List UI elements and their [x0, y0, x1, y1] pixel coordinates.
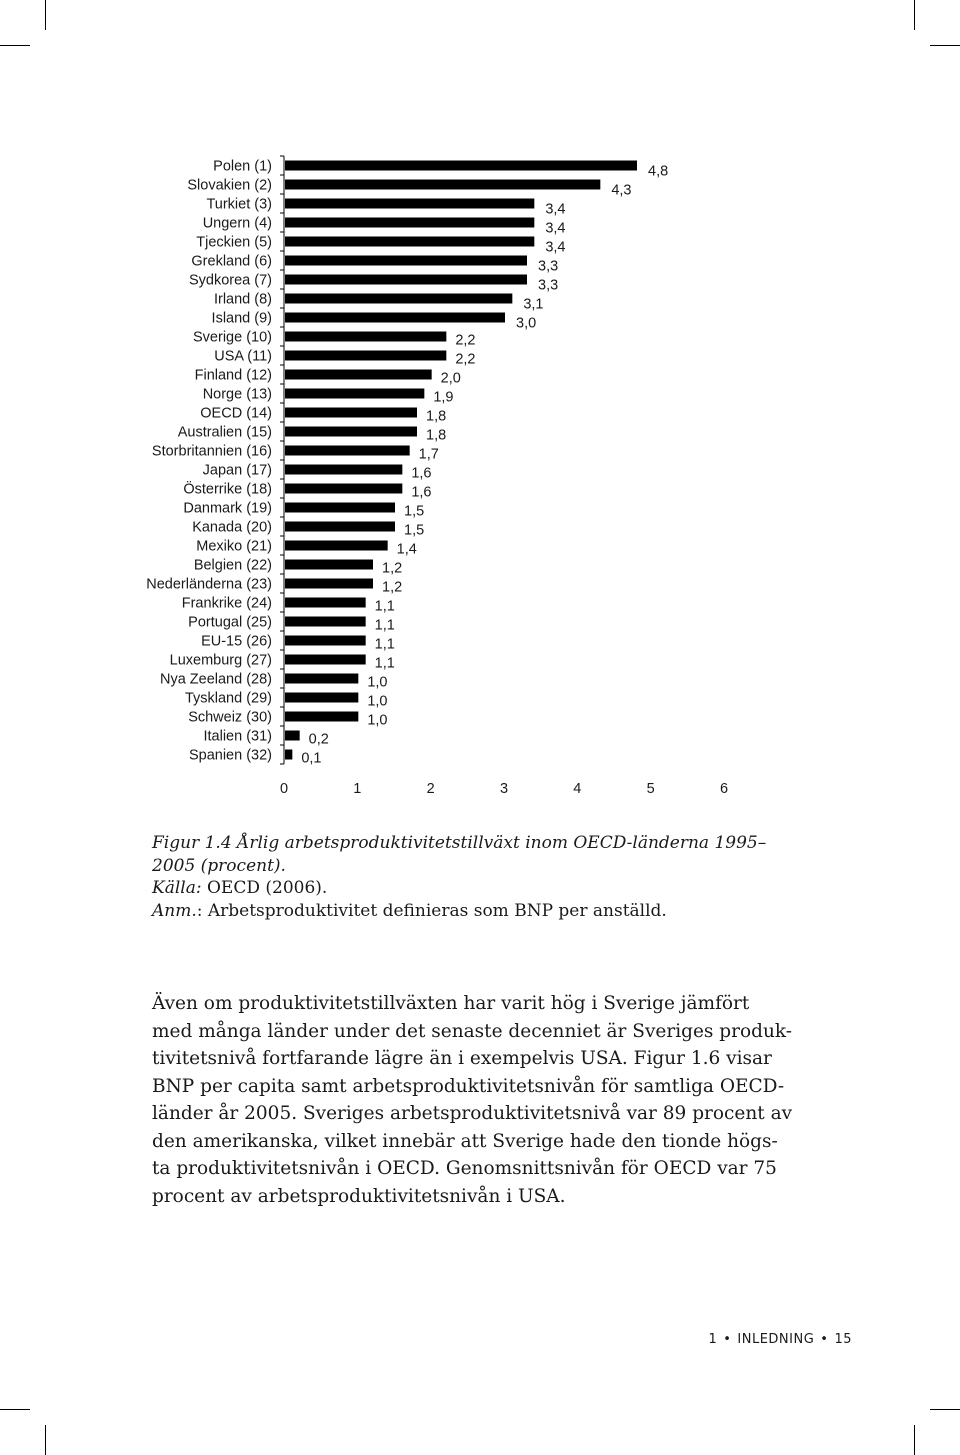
bar [285, 636, 366, 646]
category-label: USA (11) [214, 348, 272, 365]
category-label: Norge (13) [202, 386, 272, 403]
body-line: ta produktivitetsnivån i OECD. Genomsnittsnivån för OECD var 75 [152, 1158, 777, 1179]
value-label: 3,1 [523, 296, 544, 313]
category-label: Turkiet (3) [206, 196, 272, 213]
category-label: Österrike (18) [183, 481, 272, 498]
crop-mark [0, 1409, 30, 1410]
category-labels [146, 159, 272, 764]
x-tick-label: 5 [646, 781, 655, 797]
value-label: 1,2 [382, 579, 403, 596]
chapter-number: 1 [708, 1332, 718, 1347]
bar-chart [0, 150, 960, 810]
body-line: den amerikanska, vilket innebär att Sverige hade den tionde högs- [152, 1130, 778, 1152]
footer-separator: • [820, 1332, 829, 1347]
crop-mark [0, 45, 30, 46]
bar [285, 199, 534, 209]
bar [285, 180, 600, 190]
bar [285, 693, 358, 703]
value-label: 0,2 [308, 731, 329, 748]
category-label: Italien (31) [203, 728, 272, 745]
body-line: tivitetsnivå fortfarande lägre än i exempelvis USA. Figur 1.6 visar [152, 1048, 772, 1069]
value-label: 3,0 [516, 315, 537, 332]
value-label: 1,0 [367, 712, 388, 729]
bar [285, 332, 446, 342]
bar [285, 294, 512, 304]
body-paragraph [152, 990, 792, 1210]
value-label: 1,6 [411, 484, 432, 501]
category-label: Frankrike (24) [181, 595, 272, 612]
value-label: 1,9 [433, 389, 454, 406]
figure-label: Figur 1.4 [152, 833, 232, 853]
category-label: Danmark (19) [183, 500, 272, 517]
bar [285, 655, 366, 665]
value-label: 1,5 [404, 503, 425, 520]
category-label: Sydkorea (7) [188, 272, 272, 289]
bars [285, 161, 637, 760]
category-label: Polen (1) [213, 158, 272, 175]
x-tick-label: 2 [426, 781, 435, 797]
category-label: Island (9) [211, 310, 272, 327]
bar [285, 370, 432, 380]
bar [285, 237, 534, 247]
category-label: Spanien (32) [188, 747, 272, 764]
x-tick-label: 3 [499, 781, 509, 797]
bar [285, 389, 424, 399]
value-label: 1,8 [426, 427, 447, 444]
value-label: 1,1 [374, 636, 395, 653]
caption-title-line-1 [152, 832, 792, 855]
category-label: Slovakien (2) [187, 177, 272, 194]
category-label: Storbritannien (16) [151, 443, 272, 460]
bar [285, 408, 417, 418]
value-label: 1,1 [374, 655, 395, 672]
value-label: 1,6 [411, 465, 432, 482]
value-label: 1,8 [426, 408, 447, 425]
category-ticks [280, 156, 284, 764]
caption-source [152, 877, 792, 900]
figure-caption [152, 832, 792, 922]
category-label: Luxemburg (27) [169, 652, 272, 669]
crop-mark [45, 1425, 46, 1455]
x-tick-labels [280, 781, 728, 797]
bar [285, 598, 366, 608]
category-label: OECD (14) [200, 405, 272, 422]
x-tick-label: 0 [279, 781, 289, 797]
category-label: Australien (15) [177, 424, 272, 441]
value-label: 1,0 [367, 693, 388, 710]
value-label: 3,3 [538, 277, 559, 294]
body-line: länder år 2005. Sveriges arbetsproduktivitetsnivå var 89 procent av [152, 1103, 793, 1124]
category-label: Tjeckien (5) [196, 234, 272, 251]
category-label: Sverige (10) [193, 329, 272, 346]
bar [285, 617, 366, 627]
bar [285, 427, 417, 437]
bar [285, 579, 373, 589]
category-label: Ungern (4) [202, 215, 272, 232]
category-label: Mexiko (21) [196, 538, 272, 555]
crop-mark [930, 1409, 960, 1410]
bar [285, 465, 402, 475]
value-label: 4,8 [648, 163, 669, 180]
category-label: EU-15 (26) [201, 633, 272, 650]
crop-mark [45, 0, 46, 30]
value-label: 4,3 [611, 182, 632, 199]
note-text: : Arbetsproduktivitet definieras som BNP per anställd. [196, 900, 667, 921]
x-tick-label: 1 [353, 781, 362, 797]
bar [285, 484, 402, 494]
bar [285, 218, 534, 228]
x-tick-label: 4 [573, 781, 582, 797]
body-line: Även om produktivitetstillväxten har varit hög i Sverige jämfört [152, 993, 750, 1014]
bar [285, 446, 410, 456]
bar [285, 313, 505, 323]
value-label: 1,0 [367, 674, 388, 691]
body-line: BNP per capita samt arbetsproduktivitetsnivån för samtliga OECD- [152, 1075, 785, 1097]
bar [285, 712, 358, 722]
bar [285, 522, 395, 532]
category-label: Irland (8) [213, 291, 272, 308]
value-label: 3,4 [545, 220, 566, 237]
crop-mark [930, 45, 960, 46]
category-label: Grekland (6) [191, 253, 272, 270]
bar [285, 503, 395, 513]
figure-title-2: 2005 (procent). [152, 855, 286, 876]
bar [285, 674, 358, 684]
category-label: Nederländerna (23) [146, 576, 272, 593]
bar [285, 275, 527, 285]
value-label: 0,1 [301, 750, 322, 767]
value-label: 3,4 [545, 239, 566, 256]
footer-separator: • [723, 1332, 732, 1347]
category-label: Nya Zeeland (28) [159, 671, 272, 688]
body-line: procent av arbetsproduktivitetsnivån i USA. [152, 1185, 566, 1207]
crop-mark [914, 1425, 915, 1455]
source-text: OECD (2006). [206, 878, 328, 898]
value-label: 3,3 [538, 258, 559, 275]
value-label: 2,0 [440, 370, 461, 387]
value-label: 1,1 [374, 598, 395, 615]
category-label: Schweiz (30) [188, 709, 272, 726]
bar [285, 541, 388, 551]
value-label: 2,2 [455, 332, 476, 349]
x-tick-label: 6 [719, 781, 729, 797]
value-label: 3,4 [545, 201, 566, 218]
bar [285, 560, 373, 570]
category-label: Belgien (22) [193, 557, 272, 574]
body-line: med många länder under det senaste decenniet är Sveriges produk- [152, 1020, 793, 1042]
source-label: Källa: [152, 878, 202, 898]
category-label: Tyskland (29) [184, 690, 272, 707]
category-label: Japan (17) [202, 462, 272, 479]
category-label: Finland (12) [194, 367, 272, 384]
value-label: 2,2 [455, 351, 476, 368]
crop-mark [914, 0, 915, 30]
bar [285, 351, 446, 361]
category-label: Portugal (25) [188, 614, 272, 631]
bar [285, 256, 527, 266]
value-label: 1,4 [396, 541, 417, 558]
chapter-title: INLEDNING [737, 1332, 815, 1347]
bar [285, 750, 292, 760]
value-label: 1,2 [382, 560, 403, 577]
value-label: 1,1 [374, 617, 395, 634]
value-label: 1,7 [418, 446, 439, 463]
category-label: Kanada (20) [192, 519, 272, 536]
page-footer [708, 1332, 852, 1347]
figure-title-1: Årlig arbetsproduktivitetstillväxt inom OECD-länderna 1995– [237, 833, 767, 853]
caption-note [152, 900, 792, 923]
value-label: 1,5 [404, 522, 425, 539]
page-number: 15 [834, 1332, 852, 1347]
bar [285, 731, 300, 741]
note-label: Anm. [152, 900, 197, 921]
bar [285, 161, 637, 171]
